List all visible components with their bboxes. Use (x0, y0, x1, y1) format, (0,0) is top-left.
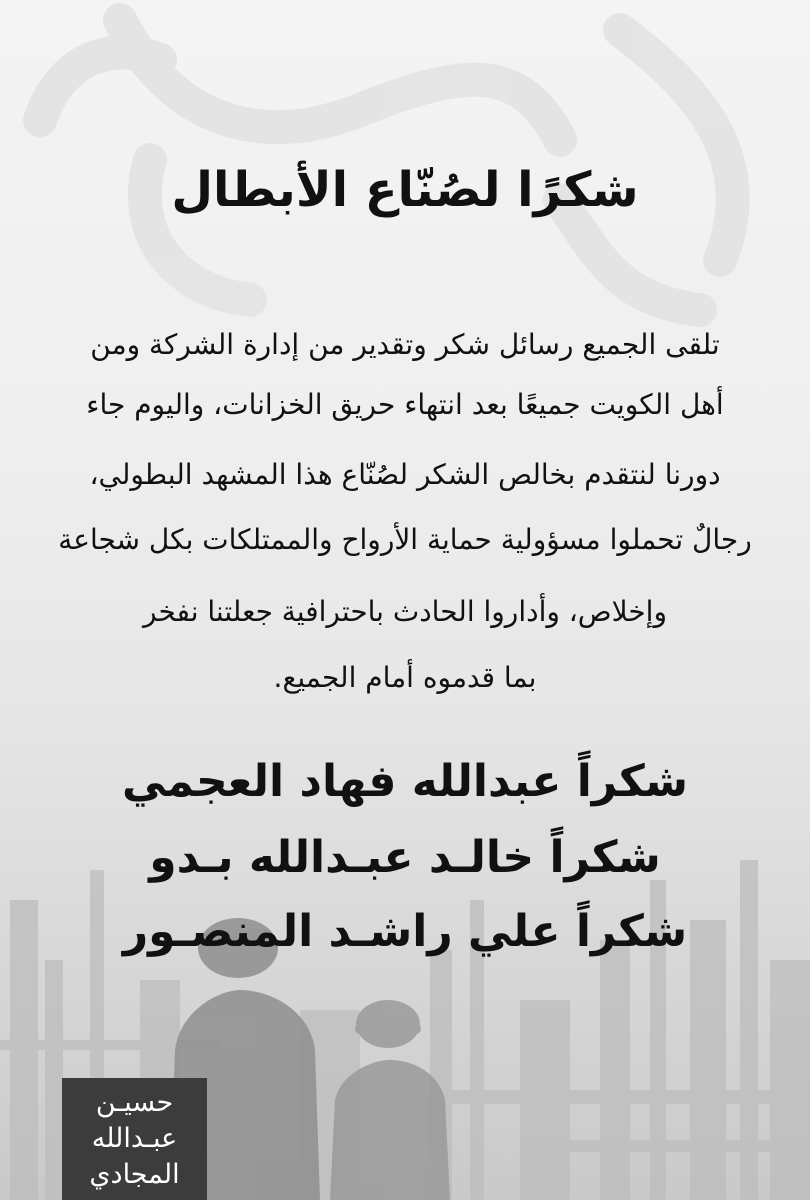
signature-line-1: حسيـن (95, 1087, 174, 1118)
body-line-1: تلقى الجميع رسائل شكر وتقدير من إدارة الشركة ومن (90, 328, 720, 361)
signature-line-2: عبـدالله (91, 1123, 178, 1154)
body-line-5: وإخلاص، وأداروا الحادث باحترافية جعلتنا نفخر (143, 595, 667, 628)
body-line-2: أهل الكويت جميعًا بعد انتهاء حريق الخزانات، واليوم جاء (86, 388, 724, 421)
body-line-3: دورنا لنتقدم بخالص الشكر لصُنّاع هذا المشهد البطولي، (89, 458, 721, 491)
author-signature-box (62, 1078, 207, 1200)
signature-line-3: المجادي (89, 1159, 180, 1190)
body-line-6: بما قدموه أمام الجميع. (273, 661, 537, 694)
poster-title: شكرًا لصُنّاع الأبطال (171, 162, 639, 218)
body-line-4: رجالٌ تحملوا مسؤولية حماية الأرواح والممتلكات بكل شجاعة (58, 523, 752, 556)
thanks-line-3: شكراً علي راشـد المنصـور (122, 906, 688, 957)
thanks-line-1: شكراً عبدالله فهاد العجمي (121, 756, 689, 807)
thanks-line-2: شكراً خالـد عبـدالله بـدو (149, 832, 661, 883)
